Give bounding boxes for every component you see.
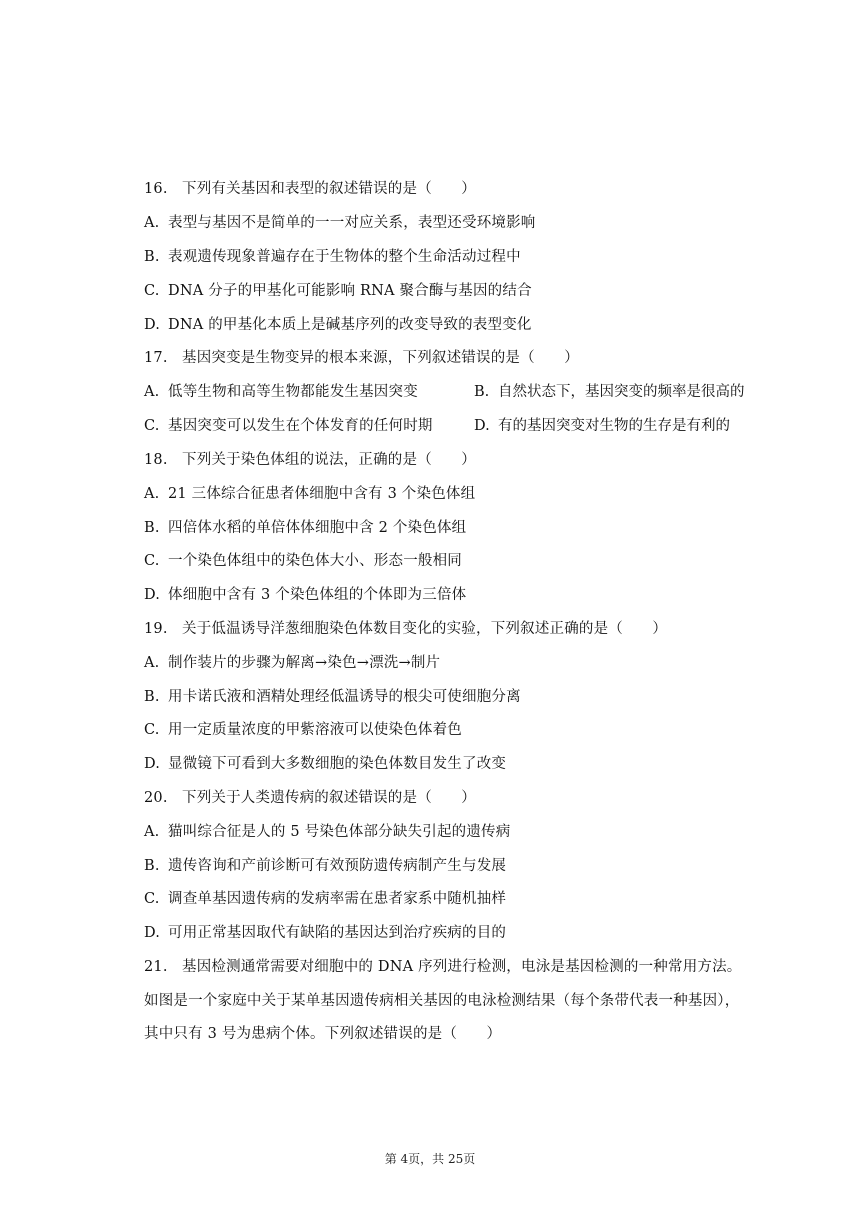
option-text: 制作装片的步骤为解离→染色→漂洗→制片	[168, 655, 441, 671]
question-20-stem	[144, 788, 476, 808]
option-letter: B.	[144, 689, 160, 705]
question-text: 下列关于人类遗传病的叙述错误的是（ ）	[182, 790, 476, 806]
option-letter: A.	[144, 655, 160, 671]
option-letter: D.	[474, 418, 490, 434]
option-letter: B.	[474, 384, 490, 400]
option-17b	[474, 382, 745, 402]
question-number: 18.	[144, 452, 168, 468]
option-text: 表观遗传现象普遍存在于生物体的整个生命活动过程中	[168, 249, 521, 265]
option-text: 有的基因突变对生物的生存是有利的	[498, 418, 730, 434]
option-19b	[144, 687, 521, 707]
option-16c	[144, 281, 532, 301]
option-16b	[144, 247, 521, 267]
option-text: 体细胞中含有 3 个染色体组的个体即为三倍体	[168, 587, 467, 603]
option-16d	[144, 315, 532, 335]
question-21-stem	[144, 957, 742, 977]
question-21-stem-line3	[144, 1024, 501, 1044]
option-18c	[144, 551, 462, 571]
option-text: 低等生物和高等生物都能发生基因突变	[168, 384, 418, 400]
option-20c	[144, 889, 506, 909]
question-text: 基因突变是生物变异的根本来源，下列叙述错误的是（ ）	[182, 350, 579, 366]
question-number: 17.	[144, 350, 168, 366]
option-text: 用一定质量浓度的甲紫溶液可以使染色体着色	[168, 722, 462, 738]
option-letter: A.	[144, 824, 160, 840]
question-text: 下列有关基因和表型的叙述错误的是（ ）	[182, 181, 476, 197]
option-letter: A.	[144, 215, 160, 231]
option-text: DNA 分子的甲基化可能影响 RNA 聚合酶与基因的结合	[168, 283, 532, 299]
option-letter: C.	[144, 418, 160, 434]
option-letter: D.	[144, 925, 161, 941]
question-17-stem	[144, 348, 579, 368]
option-19c	[144, 720, 462, 740]
option-19a	[144, 653, 440, 673]
option-text: 四倍体水稻的单倍体体细胞中含 2 个染色体组	[168, 520, 467, 536]
question-number: 20.	[144, 790, 168, 806]
option-text: 遗传咨询和产前诊断可有效预防遗传病制产生与发展	[168, 858, 507, 874]
option-letter: D.	[144, 587, 161, 603]
option-17c	[144, 416, 433, 436]
option-letter: C.	[144, 283, 160, 299]
option-text: 基因突变可以发生在个体发育的任何时期	[168, 418, 433, 434]
option-20d	[144, 923, 506, 943]
question-number: 16.	[144, 181, 168, 197]
option-text: DNA 的甲基化本质上是碱基序列的改变导致的表型变化	[168, 317, 532, 333]
option-18d	[144, 585, 466, 605]
question-number: 19.	[144, 621, 168, 637]
question-number: 21.	[144, 959, 168, 975]
option-text: 用卡诺氏液和酒精处理经低温诱导的根尖可使细胞分离	[168, 689, 521, 705]
question-19-stem	[144, 619, 667, 639]
option-text: 可用正常基因取代有缺陷的基因达到治疗疾病的目的	[168, 925, 507, 941]
option-17a	[144, 382, 418, 402]
option-letter: B.	[144, 249, 160, 265]
page-footer: 第 4页，共 25页	[384, 1152, 476, 1166]
option-letter: C.	[144, 891, 160, 907]
question-16-stem	[144, 179, 476, 199]
question-18-stem	[144, 450, 476, 470]
option-20b	[144, 856, 506, 876]
option-text: 调查单基因遗传病的发病率需在患者家系中随机抽样	[168, 891, 507, 907]
question-text: 其中只有 3 号为患病个体。下列叙述错误的是（ ）	[144, 1026, 502, 1042]
option-20a	[144, 822, 510, 842]
option-16a	[144, 213, 536, 233]
option-text: 显微镜下可看到大多数细胞的染色体数目发生了改变	[168, 756, 507, 772]
option-letter: C.	[144, 553, 160, 569]
option-text: 表型与基因不是简单的一一对应关系，表型还受环境影响	[168, 215, 536, 231]
option-text: 一个染色体组中的染色体大小、形态一般相同	[168, 553, 462, 569]
question-text: 如图是一个家庭中关于某单基因遗传病相关基因的电泳检测结果（每个条带代表一种基因），	[144, 993, 740, 1009]
option-letter: B.	[144, 520, 160, 536]
option-text: 21 三体综合征患者体细胞中含有 3 个染色体组	[168, 486, 476, 502]
option-18a	[144, 484, 475, 504]
option-letter: D.	[144, 317, 161, 333]
option-letter: A.	[144, 384, 160, 400]
option-letter: B.	[144, 858, 160, 874]
option-18b	[144, 518, 466, 538]
question-text: 基因检测通常需要对细胞中的 DNA 序列进行检测，电泳是基因检测的一种常用方法。	[182, 959, 742, 975]
question-21-stem-line2	[144, 991, 739, 1011]
option-17d	[474, 416, 730, 436]
option-19d	[144, 754, 506, 774]
question-text: 关于低温诱导洋葱细胞染色体数目变化的实验，下列叙述正确的是（ ）	[182, 621, 668, 637]
option-letter: C.	[144, 722, 160, 738]
option-text: 猫叫综合征是人的 5 号染色体部分缺失引起的遗传病	[168, 824, 511, 840]
option-text: 自然状态下，基因突变的频率是很高的	[498, 384, 745, 400]
option-letter: D.	[144, 756, 161, 772]
question-text: 下列关于染色体组的说法，正确的是（ ）	[182, 452, 476, 468]
option-letter: A.	[144, 486, 160, 502]
